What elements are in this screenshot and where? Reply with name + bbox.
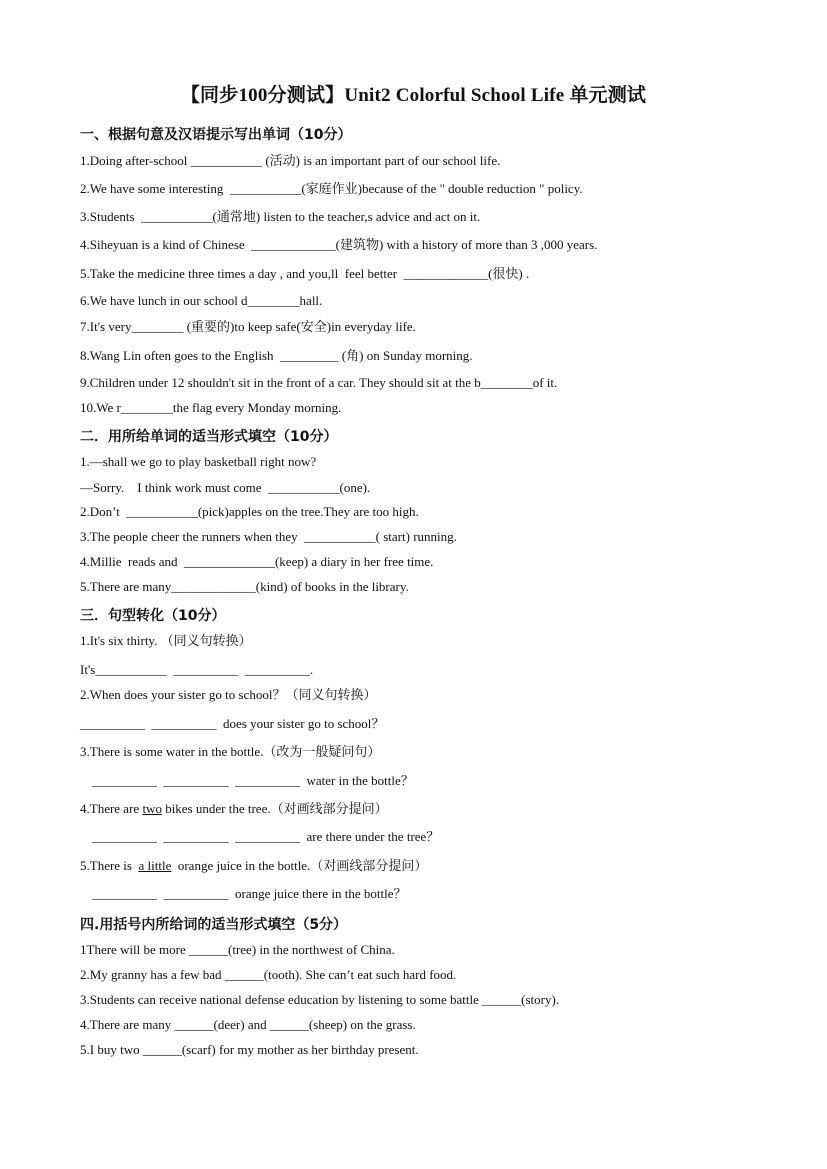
s3-answer-5: __________ __________ orange juice there in the bottle？ <box>92 886 407 901</box>
s4-question-1: 1There will be more ______(tree) in the northwest of China. <box>80 942 395 957</box>
page-title: 【同步100分测试】Unit2 Colorful School Life 单元测试 <box>180 85 647 106</box>
section-2-heading: 二．用所给单词的适当形式填空（10分） <box>80 429 338 445</box>
s3-answer-4: __________ __________ __________ are there under the tree？ <box>92 829 440 844</box>
s2-question-1: 1.—shall we go to play basketball right now? <box>80 454 317 469</box>
s2-question-3: 3.The people cheer the runners when they ___________( start) running. <box>80 529 457 544</box>
section-3-heading: 三．句型转化（10分） <box>80 608 226 624</box>
s3-question-1: 1.It's six thirty. （同义句转换） <box>80 633 252 648</box>
s3-answer-2: __________ __________ does your sister go to school？ <box>80 716 385 731</box>
s1-question-6: 6.We have lunch in our school d________hall. <box>80 293 323 308</box>
s3-answer-1: It's___________ __________ __________. <box>80 662 314 677</box>
s4-question-4: 4.There are many ______(deer) and ______(sheep) on the grass. <box>80 1017 416 1032</box>
s4-question-3: 3.Students can receive national defense education by listening to some battle ______(story). <box>80 992 560 1007</box>
section-1-heading: 一、根据句意及汉语提示写出单词（10分） <box>80 127 352 143</box>
underlined-word: a little <box>138 858 172 873</box>
s3-answer-3: __________ __________ __________ water in the bottle？ <box>92 773 414 788</box>
s2-question-4: 4.Millie reads and ______________(keep) a diary in her free time. <box>80 554 434 569</box>
s2-question-2: 2.Don’t ___________(pick)apples on the tree.They are too high. <box>80 504 419 519</box>
s4-question-2: 2.My granny has a few bad ______(tooth). She can’t eat such hard food. <box>80 967 457 982</box>
s2-question-5: 5.There are many_____________(kind) of books in the library. <box>80 579 409 594</box>
s1-question-9: 9.Children under 12 shouldn't sit in the front of a car. They should sit at the b________of it. <box>80 375 558 390</box>
underlined-word: two <box>142 801 162 816</box>
s1-question-1: 1.Doing after-school ___________ (活动) is an important part of our school life. <box>80 153 501 168</box>
s3-question-2: 2.When does your sister go to school？（同义句转换） <box>80 687 377 702</box>
s1-question-7: 7.It's very________ (重要的)to keep safe(安全)in everyday life. <box>80 319 416 334</box>
s2-question-1-reply: —Sorry. I think work must come ___________(one). <box>80 480 371 495</box>
s1-question-4: 4.Siheyuan is a kind of Chinese _____________(建筑物) with a history of more than 3 ,000 years. <box>80 237 598 252</box>
s3-question-4: 4.There are two bikes under the tree.（对画线部分提问） <box>80 801 388 816</box>
s1-question-10: 10.We r________the flag every Monday morning. <box>80 400 342 415</box>
s1-question-5: 5.Take the medicine three times a day , and you,ll feel better _____________(很快) . <box>80 266 530 281</box>
s4-question-5: 5.I buy two ______(scarf) for my mother as her birthday present. <box>80 1042 419 1057</box>
s3-question-3: 3.There is some water in the bottle.（改为一般疑问句） <box>80 744 381 759</box>
s1-question-8: 8.Wang Lin often goes to the English _________ (角) on Sunday morning. <box>80 348 473 363</box>
s1-question-2: 2.We have some interesting ___________(家庭作业)because of the " double reduction " policy. <box>80 181 583 196</box>
s3-question-5: 5.There is a little orange juice in the bottle.（对画线部分提问） <box>80 858 428 873</box>
s1-question-3: 3.Students ___________(通常地) listen to the teacher,s advice and act on it. <box>80 209 481 224</box>
section-4-heading: 四.用括号内所给词的适当形式填空（5分） <box>80 917 348 933</box>
